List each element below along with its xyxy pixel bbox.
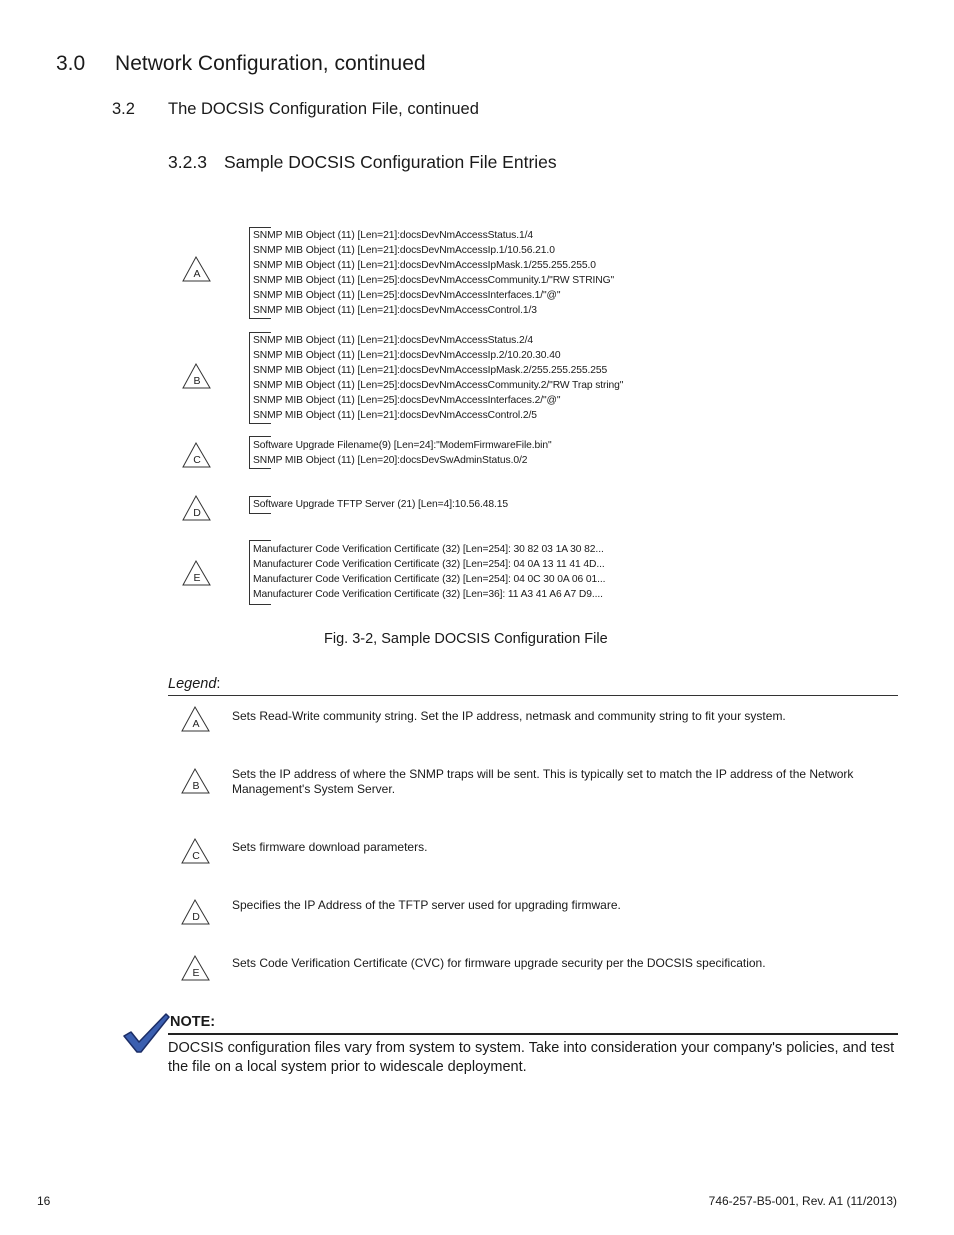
legend-marker-a (181, 705, 211, 733)
legend-colon: : (216, 676, 221, 692)
legend-item-c-text: Sets firmware download parameters. (232, 840, 428, 854)
legend-marker-c (181, 837, 211, 865)
marker-letter: E (193, 572, 201, 584)
legend-item-e-text: Sets Code Verification Certificate (CVC) for firmware upgrade security per the DOCSIS specification. (232, 956, 766, 970)
config-block-b (249, 332, 623, 424)
note-text: DOCSIS configuration files vary from system to system. Take into consideration your company's policies, and test the file on a local system prior to widescale deployment. (168, 1040, 895, 1075)
config-block-a (249, 227, 614, 319)
config-line: SNMP MIB Object (11) [Len=21]:docsDevNmAccessStatus.2/4 (253, 335, 533, 346)
section-title: Sample DOCSIS Configuration File Entries (224, 152, 557, 172)
config-line: Manufacturer Code Verification Certificate (32) [Len=254]: 04 0C 30 0A 06 01... (253, 574, 606, 585)
triangle-marker-e (182, 559, 212, 587)
subheading-number: 3.2 (112, 100, 135, 118)
config-line: SNMP MIB Object (11) [Len=21]:docsDevNmAccessStatus.1/4 (253, 230, 533, 241)
marker-letter: D (193, 507, 201, 519)
note-rule (168, 1033, 898, 1035)
marker-letter: C (192, 850, 200, 862)
marker-letter: A (192, 718, 200, 730)
config-line: SNMP MIB Object (11) [Len=20]:docsDevSwAdminStatus.0/2 (253, 455, 528, 466)
legend-label (168, 676, 220, 692)
legend-item-d-text: Specifies the IP Address of the TFTP server used for upgrading firmware. (232, 898, 621, 912)
config-line: SNMP MIB Object (11) [Len=21]:docsDevNmAccessControl.2/5 (253, 410, 537, 421)
legend-item-a-text: Sets Read-Write community string. Set the IP address, netmask and community string to fit your system. (232, 709, 786, 723)
page-number: 16 (37, 1194, 51, 1208)
triangle-marker-a (182, 255, 212, 283)
triangle-marker-c (182, 441, 212, 469)
config-line: SNMP MIB Object (11) [Len=25]:docsDevNmAccessCommunity.1/"RW STRING" (253, 275, 615, 286)
page-heading (56, 52, 426, 76)
config-line: Manufacturer Code Verification Certificate (32) [Len=36]: 11 A3 41 A6 A7 D9.... (253, 589, 603, 600)
config-block-c (249, 436, 552, 469)
config-line: SNMP MIB Object (11) [Len=21]:docsDevNmAccessIp.1/10.56.21.0 (253, 245, 555, 256)
subheading-title: The DOCSIS Configuration File, continued (168, 100, 479, 118)
config-line: SNMP MIB Object (11) [Len=21]:docsDevNmAccessIpMask.1/255.255.255.0 (253, 260, 596, 271)
marker-letter: E (192, 967, 200, 979)
config-line: Manufacturer Code Verification Certificate (32) [Len=254]: 04 0A 13 11 41 4D... (253, 559, 605, 570)
marker-letter: D (192, 911, 200, 923)
legend-marker-d (181, 898, 211, 926)
triangle-marker-b (182, 362, 212, 390)
marker-letter: C (193, 454, 201, 466)
note-label: NOTE: (170, 1014, 216, 1030)
figure-caption: Fig. 3-2, Sample DOCSIS Configuration File (324, 631, 608, 647)
legend-marker-e (181, 954, 211, 982)
config-line: SNMP MIB Object (11) [Len=25]:docsDevNmAccessInterfaces.1/"@" (253, 290, 561, 301)
config-line: SNMP MIB Object (11) [Len=25]:docsDevNmAccessCommunity.2/"RW Trap string" (253, 380, 624, 391)
section-number: 3.2.3 (168, 152, 207, 172)
config-line: SNMP MIB Object (11) [Len=21]:docsDevNmAccessControl.1/3 (253, 305, 537, 316)
legend-label-text: Legend (168, 676, 217, 692)
heading-title: Network Configuration, continued (115, 52, 426, 75)
config-line: SNMP MIB Object (11) [Len=21]:docsDevNmAccessIpMask.2/255.255.255.255 (253, 365, 608, 376)
document-number: 746-257-B5-001, Rev. A1 (11/2013) (708, 1194, 897, 1208)
legend-rule (168, 695, 898, 696)
triangle-marker-d (182, 494, 212, 522)
config-line: Software Upgrade Filename(9) [Len=24]:"ModemFirmwareFile.bin" (253, 440, 552, 451)
config-block-e (249, 540, 605, 605)
marker-letter: B (193, 375, 201, 387)
section-heading (168, 152, 557, 173)
config-block-d (249, 496, 508, 514)
legend-item-b-text: Sets the IP address of where the SNMP traps will be sent. This is typically set to match the IP address of the Network Management's System Server. (232, 767, 854, 796)
marker-letter: A (193, 268, 201, 280)
config-line: Software Upgrade TFTP Server (21) [Len=4]:10.56.48.15 (253, 499, 509, 510)
config-line: SNMP MIB Object (11) [Len=25]:docsDevNmAccessInterfaces.2/"@" (253, 395, 561, 406)
config-line: Manufacturer Code Verification Certificate (32) [Len=254]: 30 82 03 1A 30 82... (253, 544, 604, 555)
marker-letter: B (192, 780, 200, 792)
config-line: SNMP MIB Object (11) [Len=21]:docsDevNmAccessIp.2/10.20.30.40 (253, 350, 561, 361)
heading-number: 3.0 (56, 52, 86, 75)
subheading (112, 100, 479, 119)
legend-marker-b (181, 767, 211, 795)
checkmark-icon (122, 1012, 172, 1054)
